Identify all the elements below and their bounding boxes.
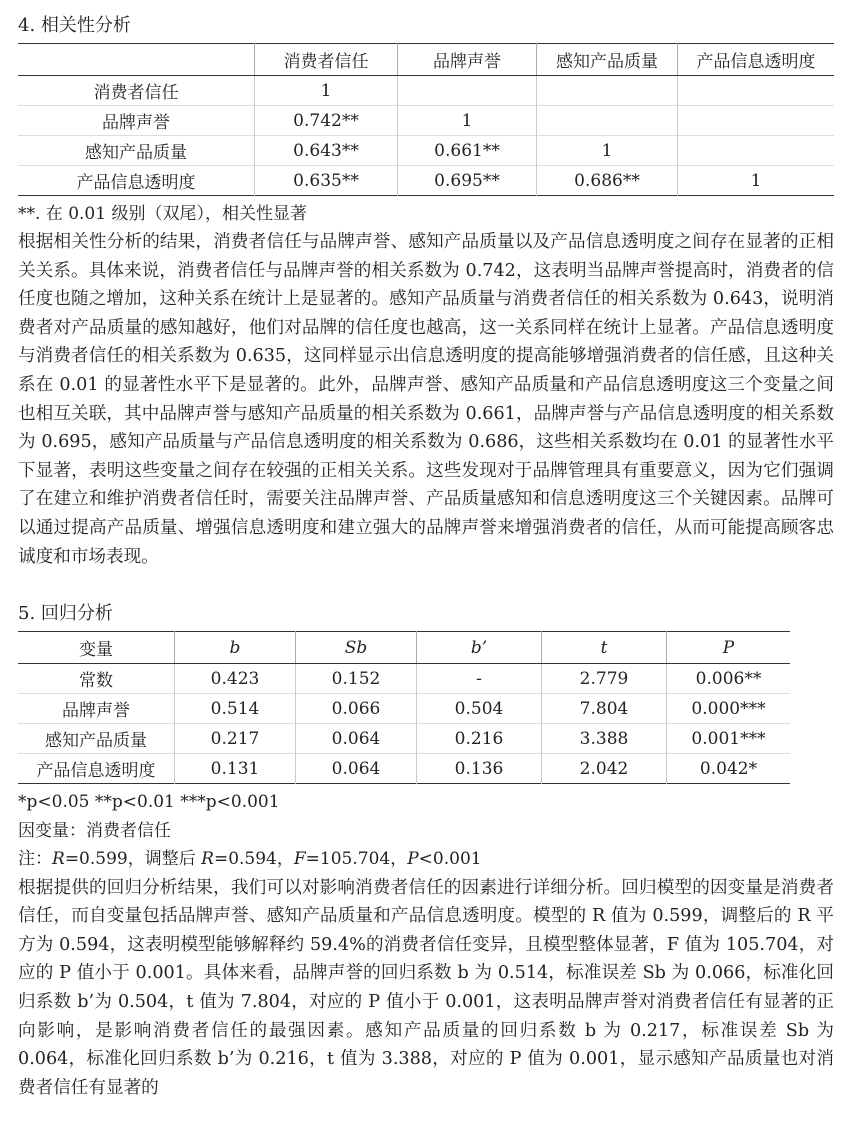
regression-table-header — [18, 632, 790, 664]
table-cell: 品牌声誉 — [18, 694, 175, 724]
table-cell — [537, 76, 678, 106]
table-header-cell: Sb — [296, 632, 417, 664]
table-row — [18, 754, 790, 784]
p-symbol: P — [407, 849, 419, 870]
section4-heading: 4. 相关性分析 — [18, 15, 131, 36]
table-cell: 0.006** — [667, 664, 791, 694]
r-symbol: R — [52, 849, 65, 870]
table-header-cell: b’ — [417, 632, 542, 664]
table-header-cell — [18, 44, 255, 76]
table-cell: 产品信息透明度 — [18, 166, 255, 196]
table-cell: 0.066 — [296, 694, 417, 724]
regression-paragraph: 根据提供的回归分析结果，我们可以对影响消费者信任的因素进行详细分析。回归模型的因变量是消费者信任，而自变量包括品牌声誉、感知产品质量和产品信息透明度。模型的 R 值为 0.599，调整后的 R 平方为 0.594，这表明模型能够解释约 59.4%的消费者信任变异，且模型整体显著，F 值为 105.704，对应的 P 值小于 0.001。具体来看，品牌声誉的回归系数 b 为 0.514，标准误差 Sb 为 0.066，标准化回归系数 b’为 0.504，t 值为 7.804，对应的 P 值小于 0.001，这表明品牌声誉对消费者信任有显著的正向影响，是影响消费者信任的最强因素。感知产品质量的回归系数 b 为 0.217，标准误差 Sb 为 0.064，标准化回归系数 b’为 0.216，t 值为 3.388，对应的 P 值为 0.001，显示感知产品质量也对消费者信任有显著的 — [18, 877, 834, 1098]
table-header-cell: 变量 — [18, 632, 175, 664]
table-row — [18, 694, 790, 724]
correlation-paragraph: 根据相关性分析的结果，消费者信任与品牌声誉、感知产品质量以及产品信息透明度之间存在显著的正相关关系。具体来说，消费者信任与品牌声誉的相关系数为 0.742，这表明当品牌声誉提高时，消费者的信任度也随之增加，这种关系在统计上是显著的。感知产品质量与消费者信任的相关系数为 0.643，说明消费者对产品质量的感知越好，他们对品牌的信任度也越高，这一关系同样在统计上显著。产品信息透明度与消费者信任的相关系数为 0.635，这同样显示出信息透明度的提高能够增强消费者的信任感，且这种关系在 0.01 的显著性水平下是显著的。此外，品牌声誉、感知产品质量和产品信息透明度这三个变量之间也相互关联，其中品牌声誉与感知产品质量的相关系数为 0.661，品牌声誉与产品信息透明度的相关系数为 0.695，感知产品质量与产品信息透明度的相关系数为 0.686，这些相关系数均在 0.01 的显著性水平下显著，表明这些变量之间存在较强的正相关关系。这些发现对于品牌管理具有重要意义，因为它们强调了在建立和维护消费者信任时，需要关注品牌声誉、产品质量感知和信息透明度这三个关键因素。品牌可以通过提高产品质量、增强信息透明度和建立强大的品牌声誉来增强消费者的信任，从而可能提高顾客忠诚度和市场表现。 — [18, 232, 834, 567]
table-cell: 0.136 — [417, 754, 542, 784]
table-header-cell: t — [542, 632, 667, 664]
table-header-cell: 感知产品质量 — [537, 44, 678, 76]
table-row — [18, 106, 834, 136]
table-cell: 0.504 — [417, 694, 542, 724]
table-cell: 0.000*** — [667, 694, 791, 724]
correlation-table-header — [18, 44, 834, 76]
table-cell: 消费者信任 — [18, 76, 255, 106]
table-cell — [678, 106, 835, 136]
table-cell: 品牌声誉 — [18, 106, 255, 136]
table-header-cell: P — [667, 632, 791, 664]
table-cell: 1 — [255, 76, 398, 106]
table-cell: 0.423 — [175, 664, 296, 694]
r2-symbol: R — [201, 849, 214, 870]
table-header-cell: 品牌声誉 — [398, 44, 537, 76]
table-cell: 感知产品质量 — [18, 136, 255, 166]
table-cell: - — [417, 664, 542, 694]
table-row — [18, 166, 834, 196]
table-row — [18, 664, 790, 694]
table-cell — [678, 136, 835, 166]
table-cell: 1 — [537, 136, 678, 166]
table-cell: 常数 — [18, 664, 175, 694]
table-cell: 0.643** — [255, 136, 398, 166]
table-cell: 0.001*** — [667, 724, 791, 754]
table-cell: 0.064 — [296, 724, 417, 754]
table-row — [18, 136, 834, 166]
p-value: <0.001 — [418, 849, 482, 870]
table-cell: 产品信息透明度 — [18, 754, 175, 784]
regression-significance-note: *p<0.05 **p<0.01 ***p<0.001 — [18, 792, 280, 813]
model-note-prefix: 注： — [18, 849, 52, 870]
table-header-cell: b — [175, 632, 296, 664]
table-cell: 0.217 — [175, 724, 296, 754]
table-row — [18, 724, 790, 754]
table-cell — [537, 106, 678, 136]
table-cell: 0.686** — [537, 166, 678, 196]
table-cell — [678, 76, 835, 106]
document-page — [18, 0, 834, 1102]
table-cell: 0.514 — [175, 694, 296, 724]
f-symbol: F — [293, 849, 306, 870]
table-cell: 0.152 — [296, 664, 417, 694]
f-value: =105.704， — [305, 849, 408, 870]
table-cell: 2.042 — [542, 754, 667, 784]
table-cell: 0.695** — [398, 166, 537, 196]
table-cell: 3.388 — [542, 724, 667, 754]
r-value: =0.599，调整后 — [64, 849, 202, 870]
correlation-table — [18, 43, 834, 196]
dependent-variable-note: 因变量：消费者信任 — [18, 820, 171, 841]
model-fit-note — [18, 845, 834, 874]
table-cell: 0.042* — [667, 754, 791, 784]
table-cell: 0.742** — [255, 106, 398, 136]
table-header-cell: 消费者信任 — [255, 44, 398, 76]
table-cell: 感知产品质量 — [18, 724, 175, 754]
table-cell: 0.064 — [296, 754, 417, 784]
regression-table — [18, 631, 790, 784]
r2-value: =0.594， — [213, 849, 294, 870]
table-header-cell: 产品信息透明度 — [678, 44, 835, 76]
table-cell: 0.216 — [417, 724, 542, 754]
table-cell: 7.804 — [542, 694, 667, 724]
table-cell: 1 — [678, 166, 835, 196]
table-cell: 2.779 — [542, 664, 667, 694]
table-cell: 0.661** — [398, 136, 537, 166]
table-row — [18, 76, 834, 106]
table-cell: 0.635** — [255, 166, 398, 196]
table-cell: 0.131 — [175, 754, 296, 784]
significance-note: **. 在 0.01 级别（双尾），相关性显著 — [18, 204, 307, 224]
table-cell: 1 — [398, 106, 537, 136]
section5-heading: 5. 回归分析 — [18, 603, 113, 625]
table-cell — [398, 76, 537, 106]
